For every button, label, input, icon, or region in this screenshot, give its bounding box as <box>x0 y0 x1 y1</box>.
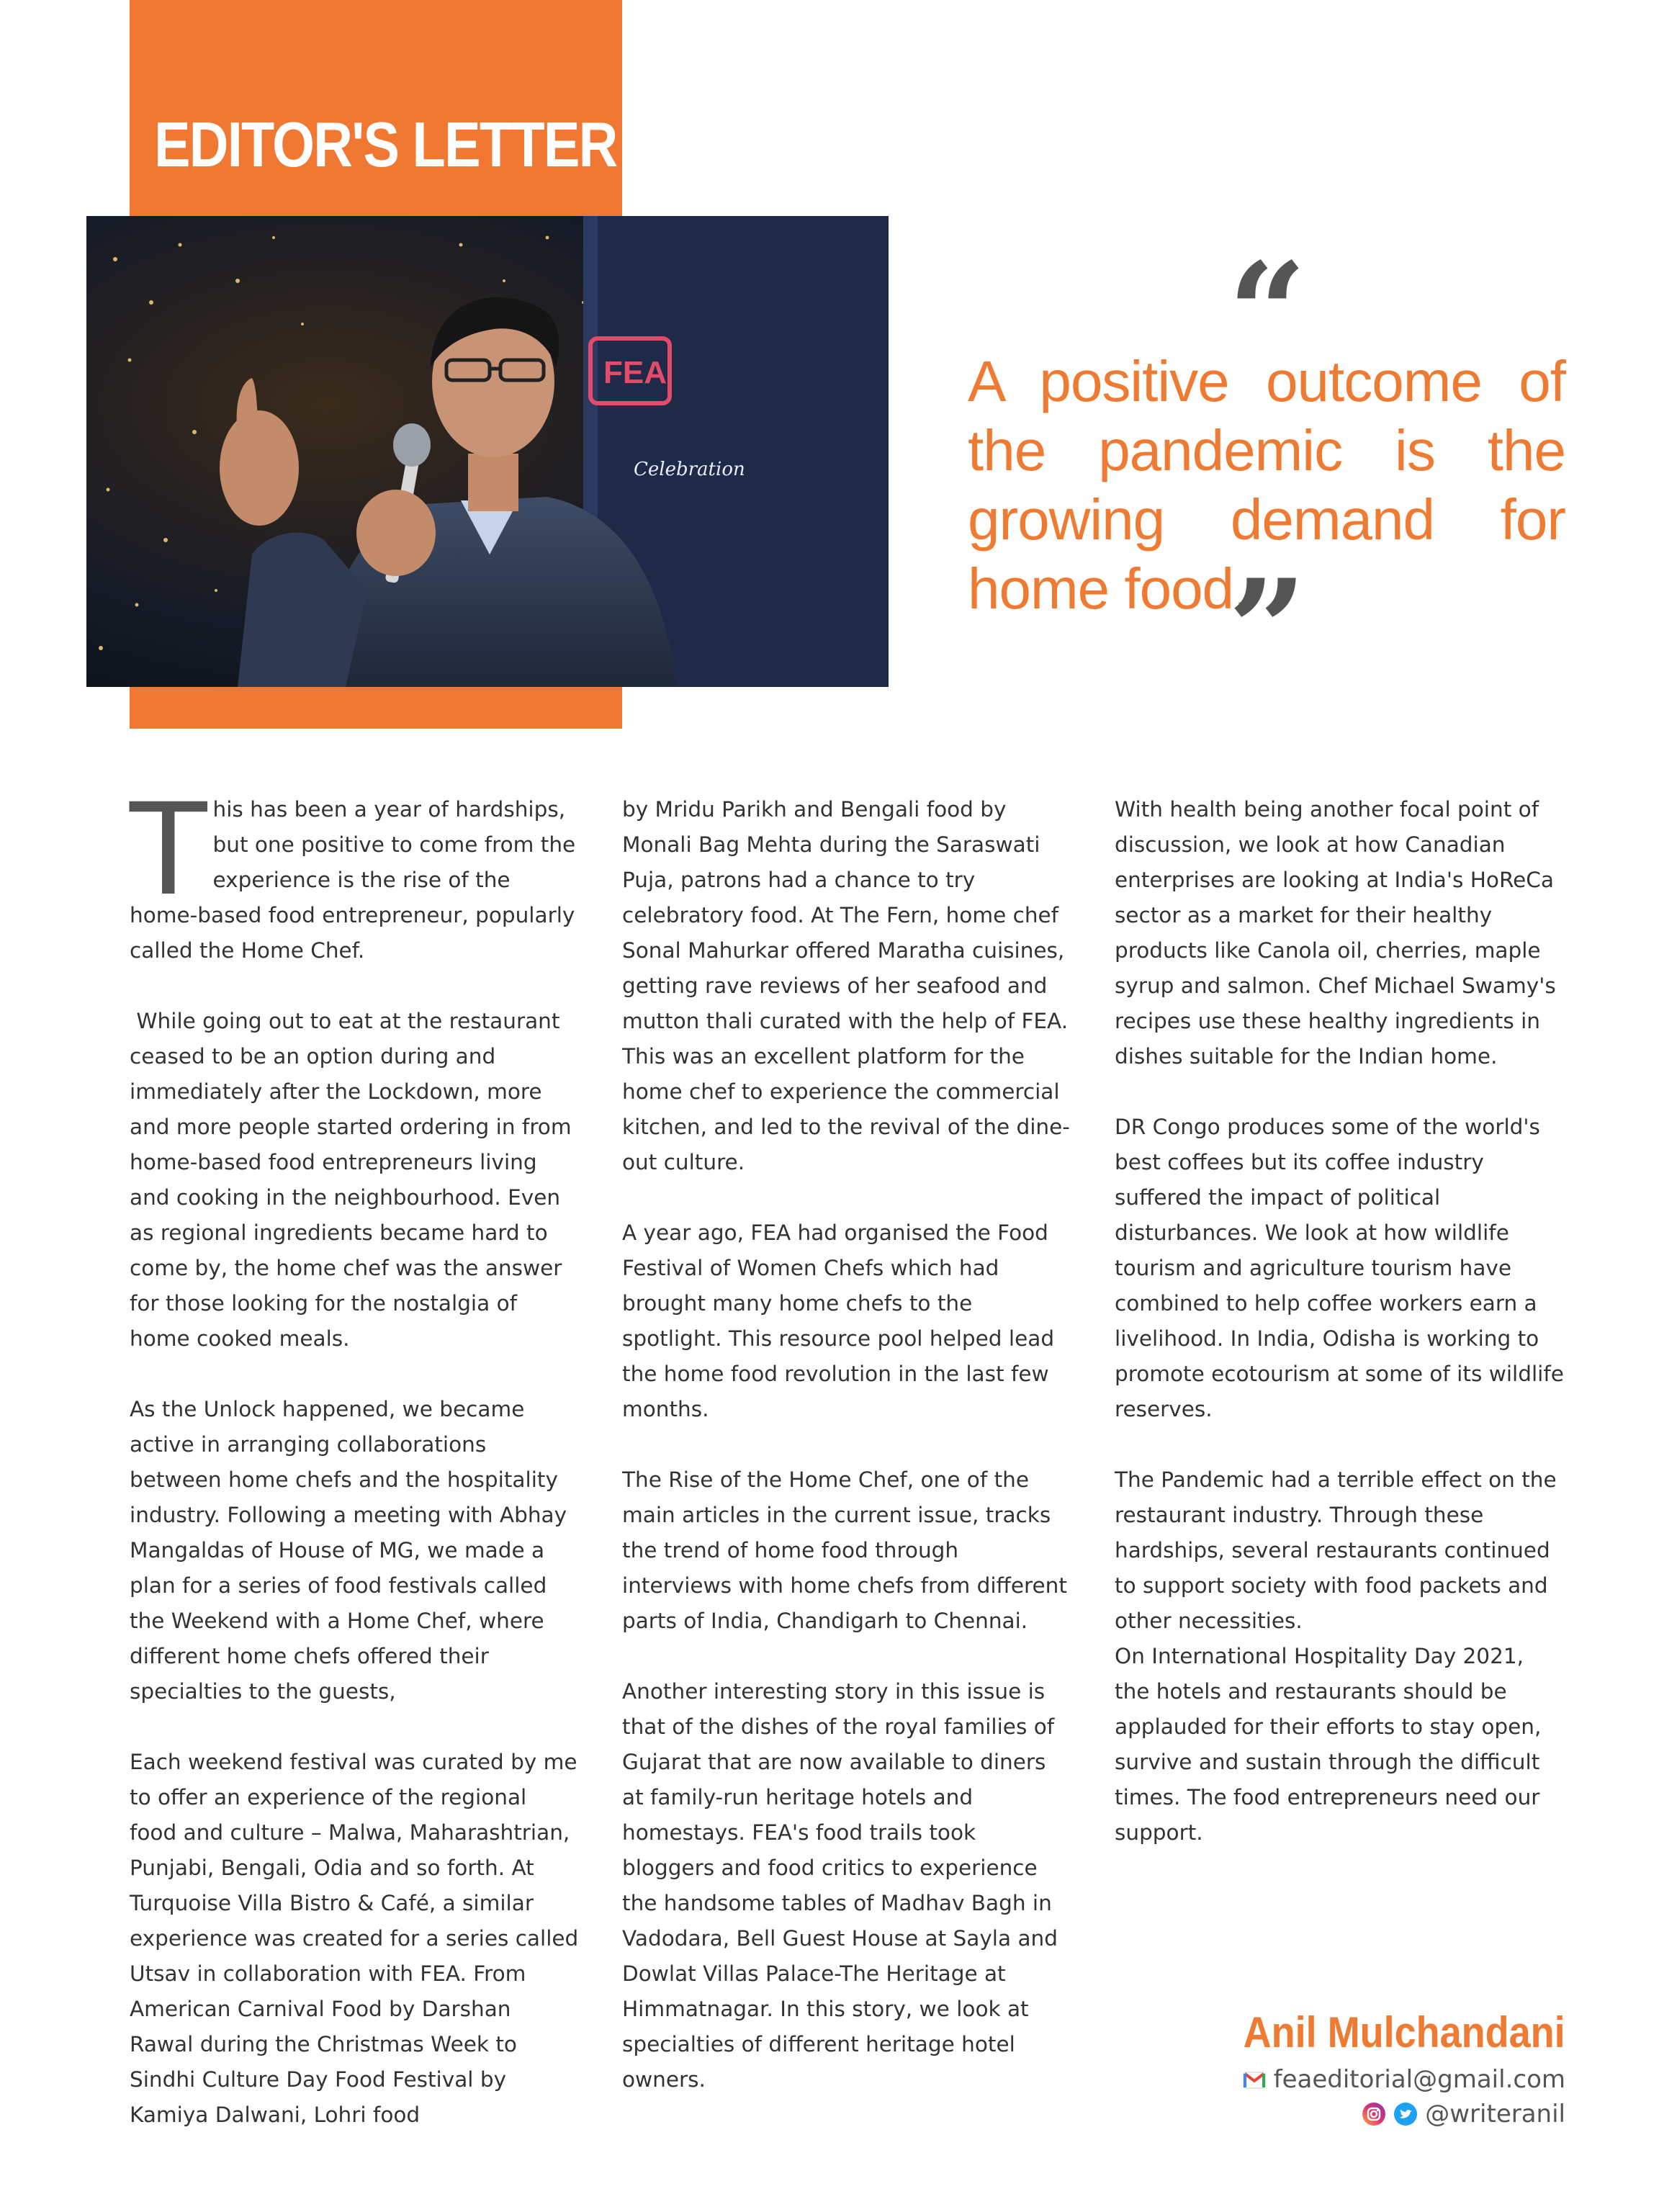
article-column-2 <box>622 792 1071 2133</box>
paragraph: The Pandemic had a terrible effect on the restaurant industry. Through these hardships, several restaurants continued to support society with food packets and other necessities. <box>1115 1467 1557 1633</box>
svg-text:FEA: FEA <box>603 355 667 390</box>
instagram-icon[interactable] <box>1362 2102 1386 2126</box>
author-social-handle[interactable]: @writeranil <box>1425 2100 1565 2128</box>
paragraph: A year ago, FEA had organised the Food Festival of Women Chefs which had brought many home chefs to the spotlight. This resource pool helped lead the home food revolution in the last few months. <box>622 1220 1055 1421</box>
author-email-link[interactable]: feaeditorial@gmail.com <box>1273 2065 1565 2094</box>
editor-photo-illustration <box>86 216 889 687</box>
page-title: EDITOR'S LETTER <box>154 109 617 180</box>
gmail-icon <box>1242 2067 1267 2092</box>
article-column-1 <box>130 776 579 2168</box>
paragraph: by Mridu Parikh and Bengali food by Monali Bag Mehta during the Saraswati Puja, patrons had a chance to try celebratory food. At The Fern, home chef Sonal Mahurkar offered Maratha cuisines, getting rave reviews of her seafood and mutton thali curated with the help of FEA. This was an excellent platform for the home chef to experience the commercial kitchen, and led to the revival of the dine-out culture. <box>622 797 1070 1174</box>
close-quote-icon: ” <box>1228 549 1307 710</box>
paragraph-text: his has been a year of hardships, but one positive to come from the experience is the rise of the home-based food entrepreneur, popularly called the Home Chef. <box>130 797 576 963</box>
author-name: Anil Mulchandani <box>1243 2008 1565 2056</box>
paragraph <box>130 776 579 968</box>
article-column-3 <box>1115 792 1564 1886</box>
paragraph: DR Congo produces some of the world's best coffees but its coffee industry suffered the impact of political disturbances. We look at how wildlife tourism and agriculture tourism have combined to help coffee workers earn a livelihood. In India, Odisha is working to promote ecotourism at some of its wildlife reserves. <box>1115 1115 1564 1421</box>
author-email-line <box>1242 2065 1565 2094</box>
drop-cap: T <box>130 776 207 924</box>
open-quote-icon: “ <box>1228 233 1307 393</box>
editor-photo <box>86 216 889 687</box>
paragraph: The Rise of the Home Chef, one of the main articles in the current issue, tracks the trend of home food through interviews with home chefs from different parts of India, Chandigarh to Chennai. <box>622 1467 1067 1633</box>
paragraph: Each weekend festival was curated by me to offer an experience of the regional food and culture – Malwa, Maharashtrian, Punjabi, Bengali, Odia and so forth. At Turquoise Villa Bistro & Café, a similar experience was created for a series called Utsav in collaboration with FEA. From American Carnival Food by Darshan Rawal during the Christmas Week to Sindhi Culture Day Food Festival by Kamiya Dalwani, Lohri food <box>130 1750 579 2127</box>
pull-quote: A positive outcome of the pandemic is the growing demand for home food. <box>968 349 1565 621</box>
twitter-icon[interactable] <box>1393 2102 1418 2126</box>
paragraph: As the Unlock happened, we became active in arranging collaborations between home chefs and the hospitality industry. Following a meeting with Abhay Mangaldas of House of MG, we made a plan for a series of food festivals called the Weekend with a Home Chef, where different home chefs offered their specialties to the guests, <box>130 1397 567 1704</box>
paragraph: Another interesting story in this issue is that of the dishes of the royal families of Gujarat that are now available to diners at family-run heritage hotels and homestays. FEA's food trails took bloggers and food critics to experience the handsome tables of Madhav Bagh in Vadodara, Bell Guest House at Sayla and Dowlat Villas Palace-The Heritage at Himmatnagar. In this story, we look at specialties of different heritage hotel owners. <box>622 1679 1058 2092</box>
author-social-line <box>1362 2100 1565 2128</box>
paragraph: On International Hospitality Day 2021, the hotels and restaurants should be applauded for their efforts to stay open, survive and sustain through the difficult times. The food entrepreneurs need our support. <box>1115 1644 1542 1845</box>
paragraph: While going out to eat at the restaurant ceased to be an option during and immediately after the Lockdown, more and more people started ordering in from home-based food entrepreneurs living and cooking in the neighbourhood. Even as regional ingredients became hard to come by, the home chef was the answer for those looking for the nostalgia of home cooked meals. <box>130 1009 578 1351</box>
paragraph: With health being another focal point of discussion, we look at how Canadian enterprises are looking at India's HoReCa sector as a market for their healthy products like Canola oil, cherries, maple syrup and salmon. Chef Michael Swamy's recipes use these healthy ingredients in dishes suitable for the Indian home. <box>1115 797 1556 1069</box>
svg-text:Celebration: Celebration <box>634 459 745 480</box>
